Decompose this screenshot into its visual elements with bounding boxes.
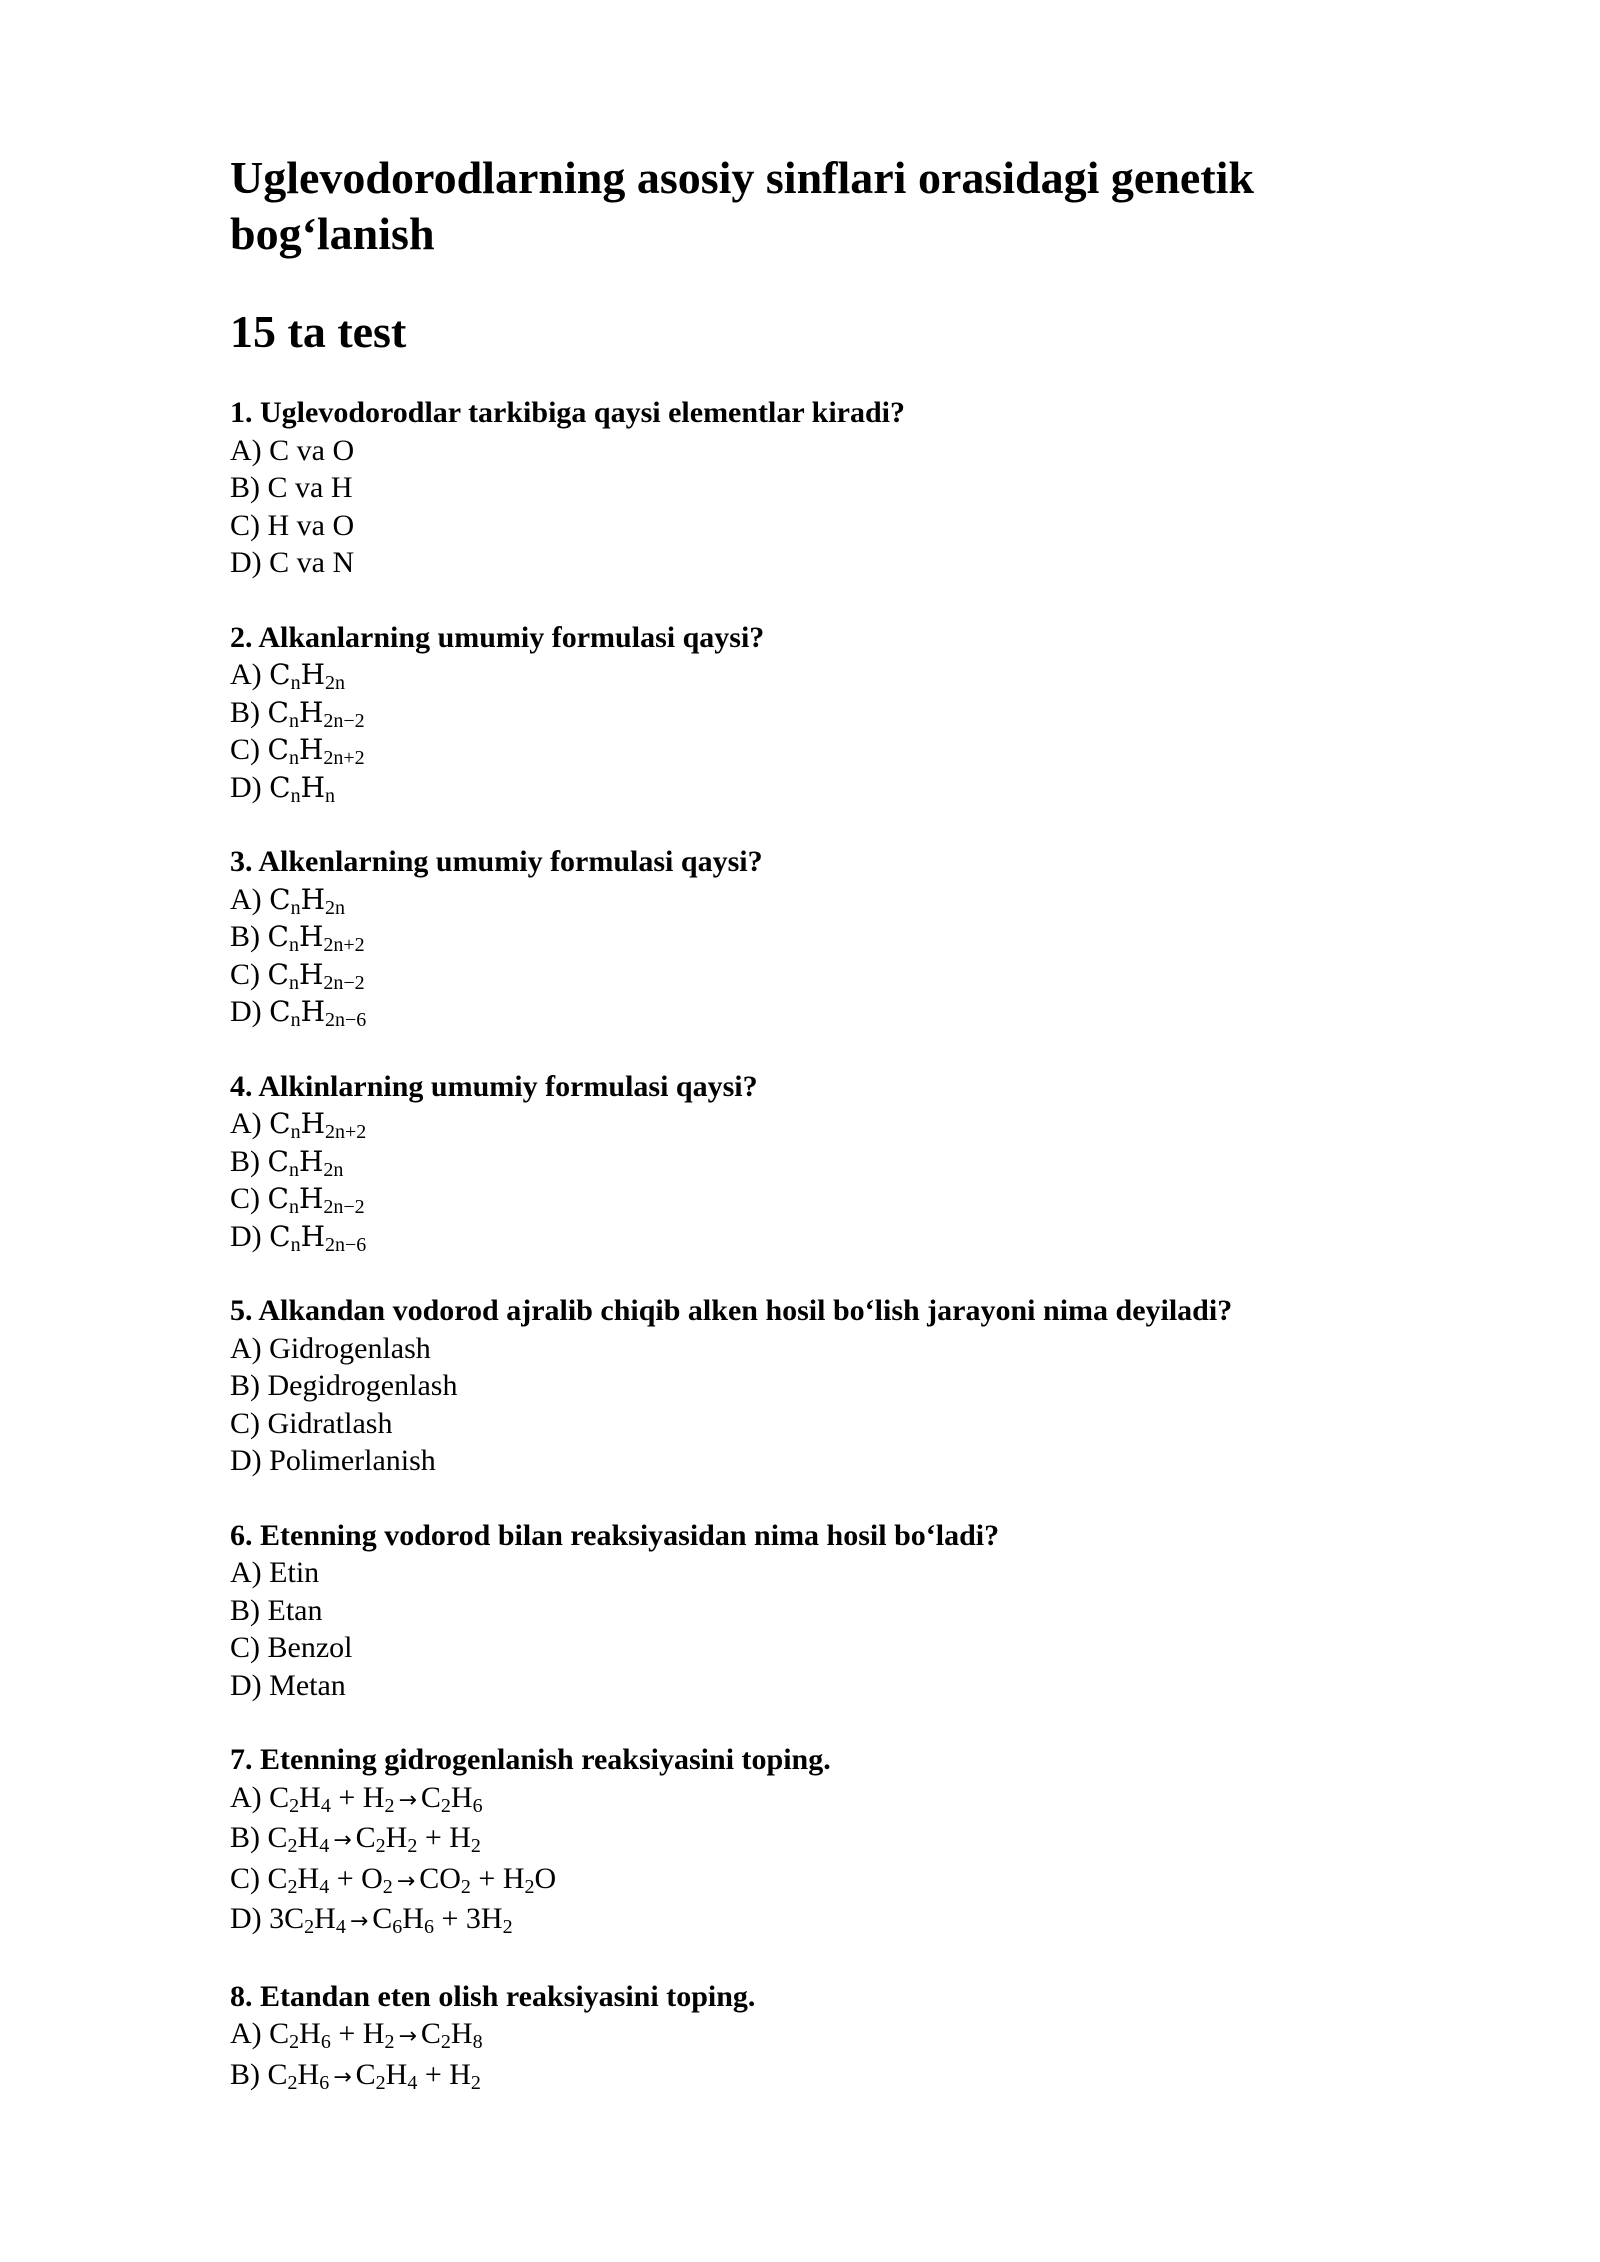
formula-subscript: n — [288, 1196, 299, 1218]
formula-subscript: 4 — [320, 1794, 331, 1817]
option-text: D) — [230, 995, 270, 1028]
option-c — [230, 1405, 1410, 1443]
question-2 — [230, 619, 1410, 807]
formula-subscript: n — [325, 784, 336, 807]
formula-symbol: C — [267, 1182, 289, 1215]
formula-subscript: 2n−6 — [325, 1233, 367, 1256]
option-text: H — [299, 2017, 321, 2050]
option-d — [230, 1900, 1410, 1941]
option-a — [230, 881, 1410, 919]
option-text: H — [314, 1902, 336, 1935]
option-b — [230, 2056, 1410, 2097]
formula-symbol: C — [269, 995, 291, 1028]
formula-subscript: 2 — [375, 2071, 386, 2094]
formula-subscript: 6 — [320, 2031, 331, 2053]
formula-subscript: n — [290, 672, 301, 694]
formula-subscript: n — [290, 896, 301, 919]
option-text: A) Etin — [230, 1556, 320, 1589]
option-text: H — [450, 2017, 473, 2050]
option-text: A) Gidrogenlash — [230, 1331, 431, 1365]
option-a — [230, 1330, 1410, 1368]
formula-subscript: 2n+2 — [323, 934, 365, 956]
option-b — [230, 1592, 1410, 1630]
question-text: 3. Alkenlarning umumiy formulasi qaysi? — [230, 845, 763, 878]
formula-subscript: 6 — [423, 1916, 434, 1938]
option-text: C) — [230, 733, 268, 766]
formula-subscript: 2 — [384, 1794, 395, 1817]
reaction-arrow-icon: → — [333, 1828, 352, 1853]
option-text: C) H va O — [230, 508, 355, 542]
option-d — [230, 769, 1410, 807]
question-text: 7. Etenning gidrogenlanish reaksiyasini toping. — [230, 1743, 831, 1776]
option-text: C) Benzol — [230, 1631, 353, 1664]
option-b — [230, 1143, 1410, 1181]
formula-symbol: H — [300, 882, 326, 916]
formula-subscript: 2 — [289, 2031, 300, 2053]
question-1 — [230, 394, 1410, 582]
formula-symbol: H — [298, 957, 324, 991]
formula-symbol: H — [298, 1182, 324, 1215]
option-text: A) — [230, 882, 270, 916]
formula-symbol: C — [269, 770, 291, 804]
formula-subscript: 2 — [289, 1794, 300, 1817]
formula-subscript: 2 — [407, 1835, 418, 1857]
option-text: D) — [230, 1219, 270, 1253]
formula-subscript: 2 — [440, 2031, 451, 2053]
formula-symbol: C — [267, 1144, 289, 1178]
option-text: A) C va O — [230, 433, 355, 467]
option-text: D) Metan — [230, 1668, 346, 1702]
option-text: B) C — [230, 1821, 288, 1854]
formula-symbol: C — [269, 882, 291, 916]
option-b — [230, 1819, 1410, 1860]
option-c — [230, 956, 1410, 994]
option-d — [230, 1667, 1410, 1705]
option-b — [230, 918, 1410, 956]
formula-subscript: 2n−6 — [325, 1009, 367, 1031]
option-text: H — [297, 1821, 320, 1854]
formula-symbol: C — [267, 695, 289, 729]
formula-subscript: 2 — [287, 1835, 298, 1857]
option-text: + H — [417, 1821, 471, 1854]
option-text: C — [355, 2057, 376, 2091]
formula-symbol: H — [298, 733, 324, 766]
formula-subscript: 4 — [407, 2071, 418, 2094]
formula-symbol: H — [300, 995, 326, 1028]
formula-subscript: 2n+2 — [325, 1121, 367, 1143]
reaction-arrow-icon: → — [333, 2064, 352, 2090]
option-text: A) — [230, 1107, 270, 1140]
option-d — [230, 993, 1410, 1031]
formula-subscript: n — [290, 1009, 301, 1031]
question-8 — [230, 1978, 1410, 2097]
formula-subscript: 2 — [502, 1916, 513, 1938]
formula-subscript: 2 — [287, 2071, 298, 2094]
formula-symbol: H — [298, 695, 324, 729]
option-text: B) Etan — [230, 1593, 323, 1627]
formula-subscript: 2n — [325, 672, 346, 694]
formula-subscript: 2 — [470, 2071, 481, 2094]
formula-subscript: n — [288, 971, 299, 994]
option-a — [230, 2015, 1410, 2056]
reaction-arrow-icon: → — [398, 2024, 417, 2049]
formula-subscript: 2 — [460, 1875, 471, 1898]
option-c — [230, 1629, 1410, 1667]
formula-subscript: 2 — [375, 1835, 386, 1857]
option-text: H — [299, 1780, 321, 1814]
formula-subscript: 4 — [335, 1916, 346, 1938]
option-text: H — [385, 2057, 408, 2091]
option-text: H — [385, 1821, 408, 1854]
option-text: B) — [230, 1144, 268, 1178]
option-a — [230, 1779, 1410, 1820]
option-text: C) — [230, 957, 268, 991]
option-text: D) C va N — [230, 546, 355, 579]
document-title: Uglevodorodlarning asosiy sinflari orasidagi genetik bog‘lanish — [230, 152, 1255, 259]
option-d — [230, 1442, 1410, 1480]
option-text: + H — [470, 1861, 525, 1895]
formula-subscript: n — [290, 784, 301, 807]
option-text: B) C — [230, 2057, 288, 2091]
formula-symbol: C — [269, 658, 291, 691]
option-text: + H — [417, 2057, 471, 2091]
formula-subscript: 8 — [472, 2031, 483, 2053]
option-text: C — [372, 1902, 393, 1935]
formula-subscript: 2 — [440, 1794, 451, 1817]
formula-subscript: 2n — [325, 896, 346, 919]
formula-subscript: 4 — [319, 1875, 330, 1898]
option-text: B) C va H — [230, 471, 353, 504]
formula-subscript: 2 — [384, 2031, 395, 2053]
question-text: 2. Alkanlarning umumiy formulasi qaysi? — [230, 620, 765, 654]
option-a — [230, 1554, 1410, 1592]
option-b — [230, 694, 1410, 732]
option-text: C — [420, 2017, 441, 2050]
option-text: H — [450, 1780, 473, 1814]
formula-subscript: 2 — [304, 1916, 315, 1938]
option-d — [230, 544, 1410, 582]
formula-symbol: C — [267, 957, 289, 991]
option-text: + O — [329, 1861, 383, 1895]
formula-subscript: n — [288, 934, 299, 956]
formula-symbol: C — [267, 920, 289, 953]
formula-subscript: 2n+2 — [323, 747, 365, 769]
option-text: A) C — [230, 2017, 290, 2050]
option-text: A) C — [230, 1780, 290, 1814]
option-text: A) — [230, 658, 270, 691]
option-text: CO — [419, 1861, 461, 1895]
option-text: O — [534, 1861, 557, 1895]
formula-subscript: n — [290, 1121, 301, 1143]
question-6 — [230, 1517, 1410, 1705]
formula-subscript: 6 — [392, 1916, 403, 1938]
formula-symbol: C — [269, 1219, 291, 1253]
question-text: 5. Alkandan vodorod ajralib chiqib alken hosil bo‘lish jarayoni nima deyiladi? — [230, 1294, 1233, 1327]
formula-subscript: n — [290, 1233, 301, 1256]
option-c — [230, 1180, 1410, 1218]
formula-symbol: H — [300, 1219, 326, 1253]
question-text: 1. Uglevodorodlar tarkibiga qaysi elementlar kiradi? — [230, 396, 906, 429]
document-content — [230, 150, 1410, 2133]
question-3 — [230, 843, 1410, 1031]
option-a — [230, 656, 1410, 694]
option-text: B) Degidrogenlash — [230, 1369, 458, 1402]
option-text: H — [297, 1861, 320, 1895]
question-7 — [230, 1741, 1410, 1941]
option-text: D) 3C — [230, 1902, 305, 1935]
reaction-arrow-icon: → — [398, 1787, 417, 1813]
reaction-arrow-icon: → — [349, 1909, 369, 1934]
option-text: D) Polimerlanish — [230, 1444, 436, 1477]
formula-symbol: H — [300, 1107, 326, 1140]
option-text: C) — [230, 1182, 268, 1215]
option-d — [230, 1218, 1410, 1256]
formula-subscript: 4 — [319, 1835, 330, 1857]
question-text: 8. Etandan eten olish reaksiyasini toping. — [230, 1979, 756, 2013]
question-list — [230, 394, 1410, 2096]
question-4 — [230, 1068, 1410, 1256]
option-text: + H — [330, 2017, 385, 2050]
formula-symbol: H — [300, 658, 326, 691]
formula-subscript: 2 — [470, 1835, 481, 1857]
formula-subscript: 2n — [323, 1158, 344, 1181]
formula-symbol: H — [300, 770, 326, 804]
option-b — [230, 1367, 1410, 1405]
formula-subscript: 6 — [472, 1794, 483, 1817]
option-text: C — [420, 1780, 441, 1814]
formula-subscript: n — [288, 1158, 299, 1181]
option-a — [230, 1105, 1410, 1143]
option-c — [230, 1860, 1410, 1901]
option-text: + 3H — [433, 1902, 503, 1935]
option-text: H — [297, 2057, 320, 2091]
formula-subscript: n — [288, 709, 299, 732]
formula-symbol: H — [298, 1144, 324, 1178]
option-c — [230, 731, 1410, 769]
option-text: B) — [230, 920, 268, 953]
question-5 — [230, 1292, 1410, 1480]
formula-symbol: H — [298, 920, 324, 953]
option-text: C — [355, 1821, 376, 1854]
option-text: + H — [330, 1780, 385, 1814]
option-text: H — [402, 1902, 424, 1935]
formula-symbol: C — [269, 1107, 291, 1140]
question-text: 4. Alkinlarning umumiy formulasi qaysi? — [230, 1069, 758, 1103]
formula-subscript: 2n−2 — [323, 709, 365, 732]
document-subtitle: 15 ta test — [230, 306, 407, 357]
option-a — [230, 432, 1410, 470]
formula-subscript: 2 — [287, 1875, 298, 1898]
reaction-arrow-icon: → — [396, 1868, 416, 1894]
option-text: C) Gidratlash — [230, 1406, 393, 1440]
option-text: D) — [230, 770, 270, 804]
option-b — [230, 469, 1410, 507]
formula-subscript: 2 — [524, 1875, 535, 1898]
option-text: B) — [230, 695, 268, 729]
option-c — [230, 507, 1410, 545]
formula-subscript: n — [288, 747, 299, 769]
formula-symbol: C — [267, 733, 289, 766]
formula-subscript: 2 — [382, 1875, 393, 1898]
option-text: C) C — [230, 1861, 288, 1895]
formula-subscript: 6 — [319, 2071, 330, 2094]
formula-subscript: 2n−2 — [323, 1196, 365, 1218]
question-text: 6. Etenning vodorod bilan reaksiyasidan nima hosil bo‘ladi? — [230, 1518, 1000, 1552]
formula-subscript: 2n−2 — [323, 971, 365, 994]
